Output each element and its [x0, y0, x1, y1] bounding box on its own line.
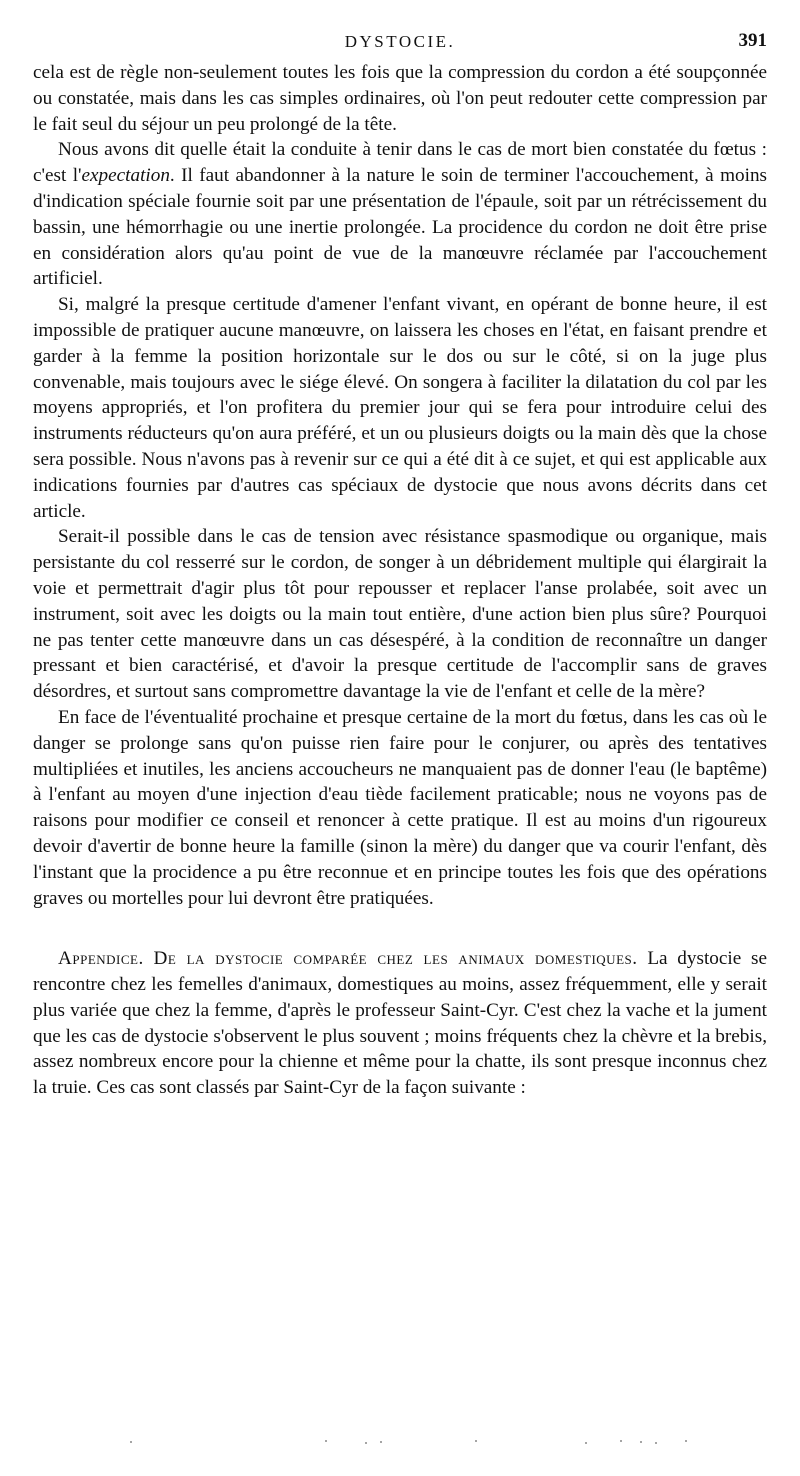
paragraph-manoeuvre: Si, malgré la presque certitude d'amener l'enfant vivant, en opérant de bonne heure, il est impossible de pratiquer aucune manœuvre, on laissera les choses en l'état, en faisant prendre et garder à la femme la position horizontale sur le dos ou sur le côté, si on la juge plus convenable, mais toujours avec le siége élevé. On songera à faciliter la dilatation du col par les moyens appropriés, et l'on profitera du premier jour qui se fera pour introduire celui des instruments réducteurs qu'on aura préféré, et un ou plusieurs doigts ou la main dès que la chose sera possible. Nous n'avons pas à revenir sur ce qui a été dit à ce sujet, et qui est applicable aux indications fournies par d'autres cas spéciaux de dystocie que nous avons décrits dans cet article. [33, 294, 767, 522]
page-number: 391 [738, 30, 767, 51]
paragraph-debridement: Serait-il possible dans le cas de tension avec résistance spasmodique ou organique, mais persistante du col resserré sur le cordon, de songer à un débridement multiple qui élargirait la voie et permettrait d'agir plus tôt pour repousser et replacer l'anse prolabée, soit avec un instrument, soit avec les doigts ou la main tout entière, d'une action bien plus sûre? Pourquoi ne pas tenter cette manœuvre dans un cas désespéré, à la condition de reconnaître un danger pressant et bien caractérisé, et d'avoir la presque certitude de l'accomplir sans de graves désordres, et surtout sans compromettre davantage la vie de l'enfant et celle de la mère? [33, 526, 767, 703]
paragraph-bapteme: En face de l'éventualité prochaine et presque certaine de la mort du fœtus, dans les cas où le danger se prolonge sans qu'on puisse rien faire pour le conjurer, ou après des tentatives multipliées et inutiles, les anciens accoucheurs ne manquaient pas de donner l'eau (le baptême) à l'enfant au moyen d'une injection d'eau tiède facilement praticable; nous ne voyons pas de raisons pour modifier ce conseil et renoncer à cette pratique. Il est au moins d'un rigoureux devoir d'avertir de bonne heure la famille (sinon la mère) du danger que va courir l'enfant, dès l'instant que la procidence a pu être reconnue et en principe toutes les fois que des opérations graves ou mortelles pour lui devront être pratiquées. [33, 706, 767, 909]
running-head [33, 30, 767, 60]
appendix-text: La dystocie se rencontre chez les femelles d'animaux, domestiques au moins, assez fréquemment, elle y serait plus variée que chez la femme, d'après le professeur Saint-Cyr. C'est chez la vache et la jument que les cas de dystocie s'observent le plus souvent ; moins fréquents chez la chèvre et la brebis, assez nombreux encore pour la chienne et même pour la chatte, ils sont presque inconnus chez la truie. Ces cas sont classés par Saint-Cyr de la façon suivante : [33, 948, 767, 1099]
appendix-label: Appendice. [58, 948, 144, 970]
scan-specks [130, 1440, 690, 1444]
paragraph-expectation-emphasis: expectation [81, 165, 170, 187]
running-title: DYSTOCIE. [344, 32, 456, 51]
paragraph-expectation [33, 137, 767, 292]
paragraph-appendix [33, 946, 767, 1101]
body-text [33, 60, 767, 1101]
paragraph-expectation-after: . Il faut abandonner à la nature le soin de terminer l'accouchement, à moins d'indication spéciale fournie soit par une présentation de l'épaule, soit par un rétrécissement du bassin, une hémorrhagie ou une inertie prolongée. La procidence du cordon ne doit être prise en considération alors qu'au point de vue de la manœuvre réclamée par l'accouchement artificiel. [33, 165, 768, 290]
paragraph-expectation-before: Nous avons dit quelle était la conduite à tenir dans le cas de mort bien constatée du fœtus : c'est l' [33, 139, 767, 187]
book-page [33, 30, 767, 1101]
paragraph-continuation: cela est de règle non-seulement toutes les fois que la compression du cordon a été soupçonnée ou constatée, mais dans les cas simples ordinaires, où l'on peut redouter cette compression par le fait seul du séjour un peu prolongé de la tête. [33, 62, 767, 135]
appendix-title: De la dystocie comparée chez les animaux domestiques. [153, 948, 638, 970]
